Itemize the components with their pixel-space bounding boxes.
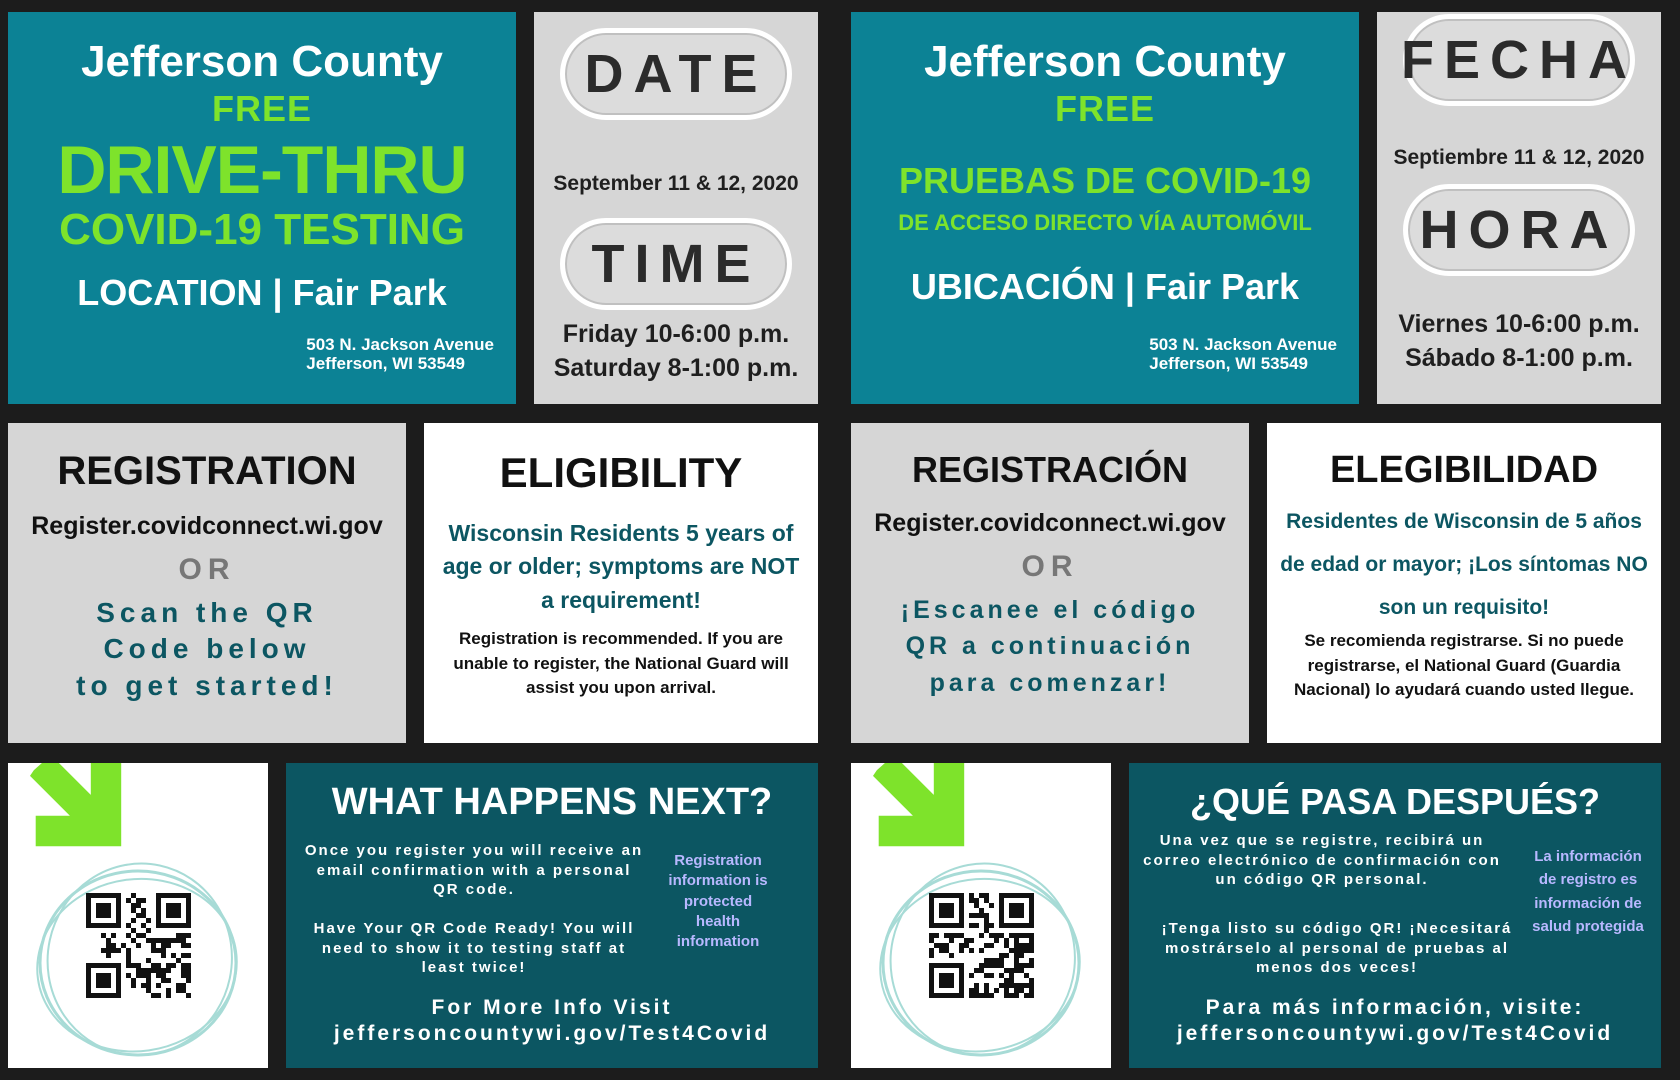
next-body-1-es: Una vez que se registre, recibirá un correo electrónico de confirmación con un código QR personal. xyxy=(1143,832,1501,888)
title-line-2-es: DE ACCESO DIRECTO VÍA AUTOMÓVIL xyxy=(898,210,1312,235)
time-pill xyxy=(560,218,792,310)
next-body-1: Once you register you will receive an email confirmation with a personal QR code. xyxy=(304,842,644,898)
qr-code-icon[interactable] xyxy=(86,893,191,998)
more-info xyxy=(286,995,818,1048)
arrow-down-right-icon xyxy=(871,763,971,857)
address xyxy=(306,335,494,374)
location-label: LOCATION | Fair Park xyxy=(77,272,447,313)
scan-line-3: to get started! xyxy=(76,669,338,701)
next-steps-panel-es xyxy=(1129,763,1661,1068)
next-heading-es: ¿QUÉ PASA DESPUÉS? xyxy=(1189,781,1601,822)
time-line-2: Saturday 8-1:00 p.m. xyxy=(553,353,799,382)
title-line-1: DRIVE-THRU xyxy=(57,132,467,208)
time-line-1: Friday 10-6:00 p.m. xyxy=(562,320,790,348)
time-values xyxy=(534,318,818,386)
address-line-2: Jefferson, WI 53549 xyxy=(306,354,466,374)
title-line-1-es: PRUEBAS DE COVID-19 xyxy=(898,160,1312,201)
date-pill xyxy=(560,28,792,120)
address-line-1-es: 503 N. Jackson Avenue xyxy=(1149,334,1337,354)
date-label: DATE xyxy=(584,44,768,104)
date-value-es: Septiembre 11 & 12, 2020 xyxy=(1393,146,1645,169)
scan-line-3-es: para comenzar! xyxy=(929,668,1171,697)
eligibility-heading-es: ELEGIBILIDAD xyxy=(1329,449,1599,491)
eligibility-panel-es xyxy=(1267,423,1661,743)
time-label-es: HORA xyxy=(1419,200,1619,260)
arrow-down-right-icon xyxy=(28,763,128,857)
or-label: OR xyxy=(178,553,236,586)
qr-panel xyxy=(8,763,268,1068)
eligibility-note-es: Se recomienda registrarse. Si no puede registrarse, el National Guard (Guardia Nacional) lo ayudará cuando usted llegue. xyxy=(1293,631,1635,700)
scan-instructions xyxy=(8,595,406,704)
eligibility-heading: ELIGIBILITY xyxy=(499,449,743,496)
time-line-2-es: Sábado 8-1:00 p.m. xyxy=(1405,343,1633,372)
title-line-2: COVID-19 TESTING xyxy=(59,205,465,254)
privacy-note: Registration information is protected health information xyxy=(668,852,768,950)
address-line-2-es: Jefferson, WI 53549 xyxy=(1149,354,1309,374)
registration-url-es[interactable]: Register.covidconnect.wi.gov xyxy=(874,509,1226,537)
location-label-es: UBICACIÓN | Fair Park xyxy=(910,266,1300,307)
free-label-es: FREE xyxy=(1054,88,1155,129)
or-label-es: OR xyxy=(1021,550,1079,583)
registration-heading-es: REGISTRACIÓN xyxy=(911,449,1188,490)
time-label: TIME xyxy=(591,234,761,294)
title-panel xyxy=(8,12,516,404)
title-panel-es xyxy=(851,12,1359,404)
scan-line-1-es: ¡Escanee el código xyxy=(900,596,1200,624)
date-time-panel-es xyxy=(1377,12,1661,404)
eligibility-panel xyxy=(424,423,818,743)
registration-url[interactable]: Register.covidconnect.wi.gov xyxy=(31,512,383,540)
address-line-1: 503 N. Jackson Avenue xyxy=(306,334,494,354)
date-value: September 11 & 12, 2020 xyxy=(553,172,799,195)
scan-instructions-es xyxy=(851,592,1249,701)
spanish-flyer xyxy=(843,0,1680,1080)
free-label: FREE xyxy=(211,88,312,129)
address-es xyxy=(1149,335,1337,374)
date-pill-es xyxy=(1403,14,1635,106)
time-values-es xyxy=(1377,308,1661,376)
county-name: Jefferson County xyxy=(81,37,443,86)
eligibility-main-es: Residentes de Wisconsin de 5 años de edad or mayor; ¡Los síntomas NO son un requisito! xyxy=(1280,510,1648,620)
next-body-2-es: ¡Tenga listo su código QR! ¡Necesitará mostrárselo al personal de pruebas al menos dos veces! xyxy=(1161,920,1513,976)
privacy-note-es: La información de registro es información de salud protegida xyxy=(1532,848,1644,935)
time-pill-es xyxy=(1403,184,1635,276)
qr-code-icon[interactable] xyxy=(929,893,1034,998)
next-body-2: Have Your QR Code Ready! You will need to show it to testing staff at least twice! xyxy=(313,920,635,976)
next-heading: WHAT HAPPENS NEXT? xyxy=(331,781,773,823)
more-info-line-1-es: Para más información, visite: xyxy=(1205,996,1585,1019)
eligibility-main: Wisconsin Residents 5 years of age or older; symptoms are NOT a requirement! xyxy=(442,520,800,613)
next-steps-panel xyxy=(286,763,818,1068)
more-info-url[interactable]: jeffersoncountywi.gov/Test4Covid xyxy=(333,1022,771,1046)
time-line-1-es: Viernes 10-6:00 p.m. xyxy=(1398,310,1640,338)
more-info-es xyxy=(1129,995,1661,1048)
date-time-panel xyxy=(534,12,818,404)
registration-panel xyxy=(8,423,406,743)
registration-panel-es xyxy=(851,423,1249,743)
eligibility-note: Registration is recommended. If you are unable to register, the National Guard will assist you upon arrival. xyxy=(453,629,789,698)
scan-line-2-es: QR a continuación xyxy=(905,632,1195,661)
date-label-es: FECHA xyxy=(1401,30,1637,90)
scan-line-1: Scan the QR xyxy=(96,597,318,628)
more-info-url-es[interactable]: jeffersoncountywi.gov/Test4Covid xyxy=(1176,1022,1614,1046)
county-name-es: Jefferson County xyxy=(924,37,1286,86)
qr-panel-es xyxy=(851,763,1111,1068)
registration-heading: REGISTRATION xyxy=(57,449,357,493)
more-info-line-1: For More Info Visit xyxy=(431,996,673,1019)
scan-line-2: Code below xyxy=(103,633,311,665)
